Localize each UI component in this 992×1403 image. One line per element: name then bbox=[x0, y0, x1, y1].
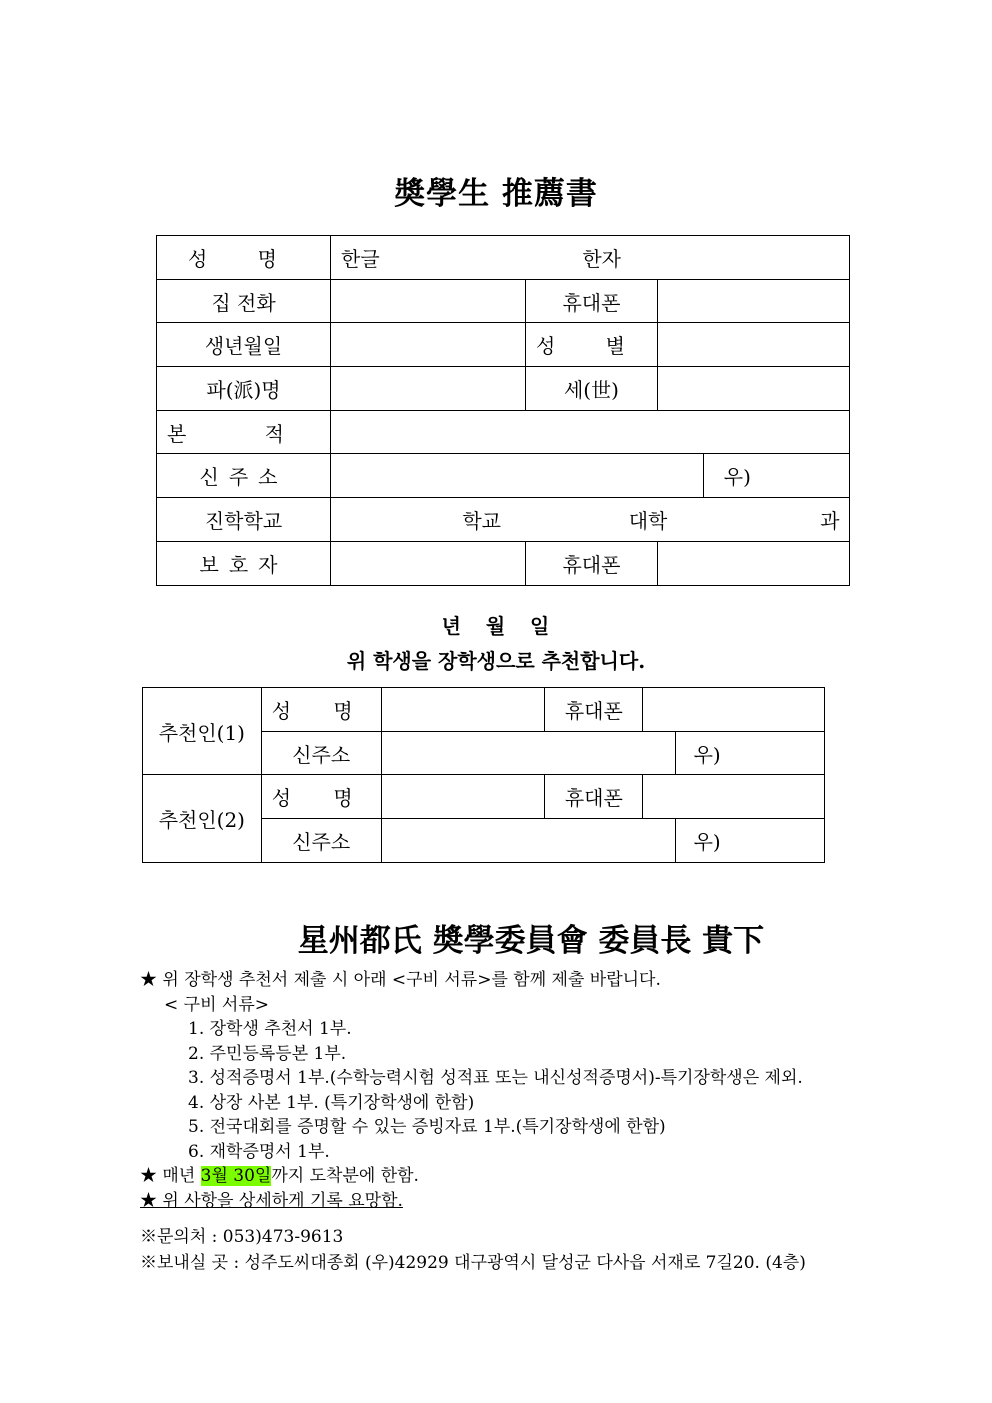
date-line: 년 월 일 bbox=[441, 614, 551, 638]
doc-item-1: 1. 장학생 추천서 1부. bbox=[188, 1019, 352, 1039]
guardian-field[interactable] bbox=[331, 541, 526, 585]
home-phone-label: 집 전화 bbox=[157, 279, 331, 323]
guardian-mobile-label: 휴대폰 bbox=[525, 541, 657, 585]
school-suffix: 학교 bbox=[462, 508, 501, 533]
recommender-table bbox=[142, 687, 825, 863]
r2-name-label: 성 명 bbox=[261, 775, 381, 819]
doc-item-3: 3. 성적증명서 1부.(수학능력시험 성적표 또는 내신성적증명서)-특기장학생은 제외. bbox=[188, 1068, 803, 1088]
generation-label: 세(世) bbox=[525, 367, 657, 411]
birth-field[interactable] bbox=[331, 323, 526, 367]
doc-item-6: 6. 재학증명서 1부. bbox=[188, 1141, 330, 1162]
gender-field[interactable] bbox=[657, 323, 849, 367]
deadline-date-highlight: 3월 30일 bbox=[200, 1166, 272, 1186]
r2-address-field[interactable] bbox=[381, 819, 675, 863]
recommender1-label: 추천인(1) bbox=[143, 688, 262, 775]
deadline-note: ★ 매년 3월 30일까지 도착분에 한함. bbox=[140, 1166, 419, 1186]
contact-section bbox=[140, 1224, 806, 1276]
branch-label: 파(派)명 bbox=[157, 367, 331, 411]
guardian-label: 보호자 bbox=[157, 541, 331, 585]
doc-item-2: 2. 주민등록등본 1부. bbox=[188, 1043, 347, 1064]
r2-address-label: 신주소 bbox=[261, 819, 381, 863]
notes-section bbox=[140, 968, 803, 1213]
recommend-text: 위 학생을 장학생으로 추천합니다. bbox=[346, 649, 646, 673]
zip-label: 우) bbox=[723, 465, 751, 490]
mobile-label: 휴대폰 bbox=[525, 279, 657, 323]
r2-name-field[interactable] bbox=[381, 775, 545, 819]
r1-address-label: 신주소 bbox=[261, 731, 381, 775]
docs-header: < 구비 서류> bbox=[164, 994, 269, 1015]
send-to-line: ※보내실 곳 : 성주도씨대종회 (우)42929 대구광역시 달성군 다사읍 서재로 7길20. (4층) bbox=[140, 1253, 806, 1273]
inquiry-line: ※문의처 : 053)473-9613 bbox=[140, 1227, 344, 1247]
recommender2-label: 추천인(2) bbox=[143, 775, 262, 862]
doc-item-5: 5. 전국대회를 증명할 수 있는 증빙자료 1부.(특기장학생에 한함) bbox=[188, 1117, 666, 1137]
r1-mobile-label: 휴대폰 bbox=[545, 688, 643, 732]
guardian-mobile-field[interactable] bbox=[657, 541, 849, 585]
origin-label: 본 적 bbox=[157, 410, 331, 454]
notes-intro: ★ 위 장학생 추천서 제출 시 아래 <구비 서류>를 함께 제출 바랍니다. bbox=[140, 970, 661, 990]
student-info-table bbox=[156, 235, 850, 586]
name-hanja-label: 한자 bbox=[582, 246, 621, 271]
r2-mobile-field[interactable] bbox=[643, 775, 825, 819]
mobile-field[interactable] bbox=[657, 279, 849, 323]
doc-item-4: 4. 상장 사본 1부. (특기장학생에 한함) bbox=[188, 1092, 475, 1113]
school-label: 진학학교 bbox=[157, 498, 331, 542]
r1-name-label: 성 명 bbox=[261, 688, 381, 732]
branch-field[interactable] bbox=[331, 367, 526, 411]
dept-suffix: 과 bbox=[820, 508, 840, 533]
name-field[interactable] bbox=[331, 236, 850, 280]
address-label: 신주소 bbox=[157, 454, 331, 498]
r1-zip-field[interactable] bbox=[675, 731, 824, 775]
address-field[interactable] bbox=[331, 454, 704, 498]
r2-mobile-label: 휴대폰 bbox=[545, 775, 643, 819]
gender-label: 성 별 bbox=[525, 323, 657, 367]
r1-mobile-field[interactable] bbox=[643, 688, 825, 732]
name-label: 성 명 bbox=[157, 236, 331, 280]
birth-label: 생년월일 bbox=[157, 323, 331, 367]
r1-zip-label: 우) bbox=[693, 742, 721, 767]
zip-field[interactable] bbox=[703, 454, 850, 498]
home-phone-field[interactable] bbox=[331, 279, 526, 323]
page-title: 奬學生 推薦書 bbox=[394, 176, 598, 212]
detail-note: ★ 위 사항을 상세하게 기록 요망함. bbox=[140, 1190, 403, 1211]
r2-zip-label: 우) bbox=[693, 829, 721, 854]
college-suffix: 대학 bbox=[628, 508, 668, 533]
r1-name-field[interactable] bbox=[381, 688, 545, 732]
r1-address-field[interactable] bbox=[381, 731, 675, 775]
name-hangul-label: 한글 bbox=[341, 246, 380, 271]
school-field[interactable] bbox=[331, 498, 850, 542]
r2-zip-field[interactable] bbox=[675, 819, 824, 863]
generation-field[interactable] bbox=[657, 367, 849, 411]
addressee-title: 星州都氏 奬學委員會 委員長 貴下 bbox=[297, 923, 765, 959]
origin-field[interactable] bbox=[331, 410, 850, 454]
